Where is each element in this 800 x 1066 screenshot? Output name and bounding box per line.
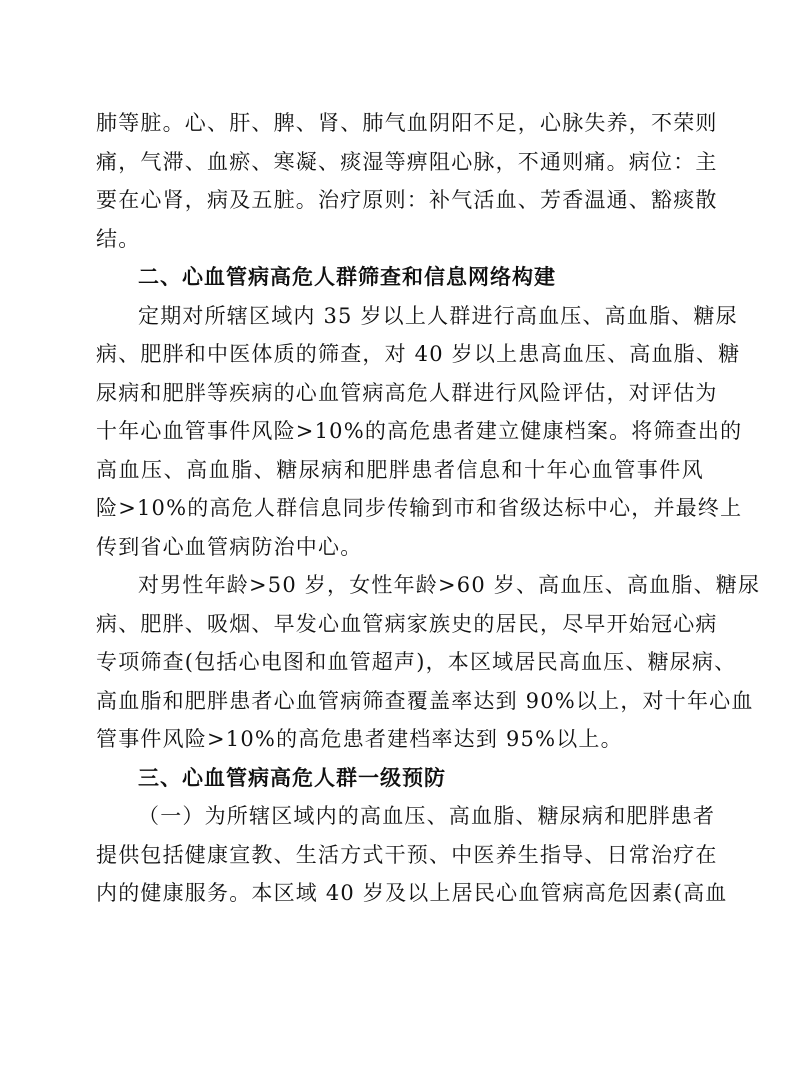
text-line: 要在心肾，病及五脏。治疗原则：补气活血、芳香温通、豁痰散 (96, 188, 718, 212)
text-line: 管事件风险>10%的高危患者建档率达到 95%以上。 (96, 727, 623, 751)
section-heading-screening: 二、心血管病高危人群筛查和信息网络构建 (138, 265, 556, 289)
text-line: 病、肥胖、吸烟、早发心血管病家族史的居民，尽早开始冠心病 (96, 611, 718, 636)
text-line: 提供包括健康宣教、生活方式干预、中医养生指导、日常治疗在 (96, 842, 718, 867)
text-line: 结。 (96, 226, 141, 251)
text-line: （一）为所辖区域内的高血压、高血脂、糖尿病和肥胖患者 (138, 804, 716, 828)
document-page (96, 104, 761, 913)
text-line: 内的健康服务。本区域 40 岁及以上居民心血管病高危因素(高血 (96, 881, 728, 905)
section-heading-primary-prevention: 三、心血管病高危人群一级预防 (138, 765, 446, 790)
text-line: 对男性年龄>50 岁，女性年龄>60 岁、高血压、高血脂、糖尿 (138, 573, 761, 597)
text-line: 定期对所辖区域内 35 岁以上人群进行高血压、高血脂、糖尿 (138, 303, 738, 328)
paragraph-screening-network (96, 297, 743, 567)
text-line: 险>10%的高危人群信息同步传输到市和省级达标中心，并最终上 (96, 496, 743, 520)
text-line: 病、肥胖和中医体质的筛查，对 40 岁以上患高血压、高血脂、糖 (96, 342, 741, 366)
paragraph-coronary-screening (96, 566, 761, 759)
text-line: 十年心血管事件风险>10%的高危患者建立健康档案。将筛查出的 (96, 419, 743, 443)
text-line: 专项筛查(包括心电图和血管超声)，本区域居民高血压、糖尿病、 (96, 650, 737, 674)
text-line: 痛，气滞、血瘀、寒凝、痰湿等痹阻心脉，不通则痛。病位：主 (96, 149, 718, 174)
paragraph-tcm-pathogenesis (96, 104, 718, 258)
text-line: 肺等脏。心、肝、脾、肾、肺气血阴阳不足，心脉失养，不荣则 (96, 111, 718, 135)
text-line: 高血压、高血脂、糖尿病和肥胖患者信息和十年心血管事件风 (96, 457, 704, 482)
text-line: 尿病和肥胖等疾病的心血管病高危人群进行风险评估，对评估为 (96, 380, 718, 405)
text-line: 高血脂和肥胖患者心血管病筛查覆盖率达到 90%以上，对十年心血 (96, 688, 754, 713)
paragraph-health-services (96, 797, 728, 913)
text-line: 传到省心血管病防治中心。 (96, 534, 363, 559)
